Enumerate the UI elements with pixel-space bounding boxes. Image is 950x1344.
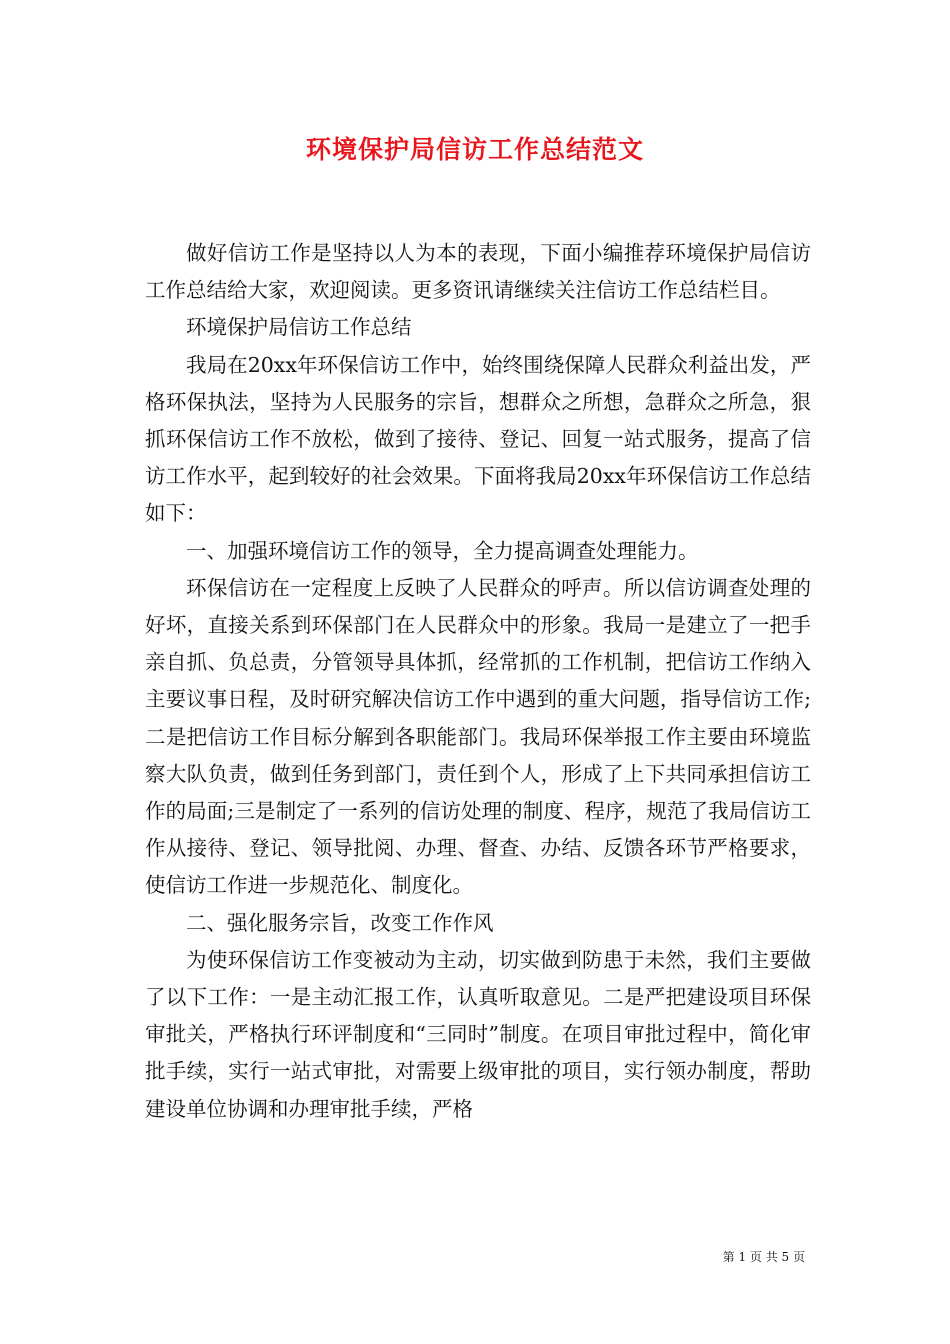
section-heading: 环境保护局信访工作总结 — [186, 315, 412, 340]
intro-paragraph: 做好信访工作是坚持以人为本的表现，下面小编推荐环境保护局信访工作总结给大家，欢迎阅读。更多资讯请继续关注信访工作总结栏目。 — [145, 241, 811, 303]
heading-one: 一、加强环境信访工作的领导，全力提高调查处理能力。 — [186, 538, 699, 563]
paragraph-one: 环保信访在一定程度上反映了人民群众的呼声。所以信访调查处理的好坏，直接关系到环保部门在人民群众中的形象。我局一是建立了一把手亲自抓、负总责，分管领导具体抓，经常抓的工作机制，把信访工作纳入主要议事日程，及时研究解决信访工作中遇到的重大问题，指导信访工作;二是把信访工作目标分解到各职能部门。我局环保举报工作主要由环境监察大队负责，做到任务到部门，责任到个人，形成了上下共同承担信访工作的局面;三是制定了一系列的信访处理的制度、程序，规范了我局信访工作从接待、登记、领导批阅、办理、督查、办结、反馈各环节严格要求，使信访工作进一步规范化、制度化。 — [145, 575, 811, 898]
overview-paragraph: 我局在20xx年环保信访工作中，始终围绕保障人民群众利益出发，严格环保执法，坚持为人民服务的宗旨，想群众之所想，急群众之所急，狠抓环保信访工作不放松，做到了接待、登记、回复一站式服务，提高了信访工作水平，起到较好的社会效果。下面将我局20xx年环保信访工作总结如下： — [145, 352, 811, 526]
heading-two: 二、强化服务宗旨，改变工作作风 — [186, 910, 494, 935]
paragraph-two: 为使环保信访工作变被动为主动，切实做到防患于未然，我们主要做了以下工作：一是主动汇报工作，认真听取意见。二是严把建设项目环保审批关，严格执行环评制度和“三同时”制度。在项目审批过程中，简化审批手续，实行一站式审批，对需要上级审批的项目，实行领办制度，帮助建设单位协调和办理审批手续，严格 — [145, 947, 811, 1121]
document-body — [145, 235, 811, 1128]
document-title: 环境保护局信访工作总结范文 — [305, 135, 644, 164]
page-number: 第 1 页 共 5 页 — [722, 1250, 805, 1264]
